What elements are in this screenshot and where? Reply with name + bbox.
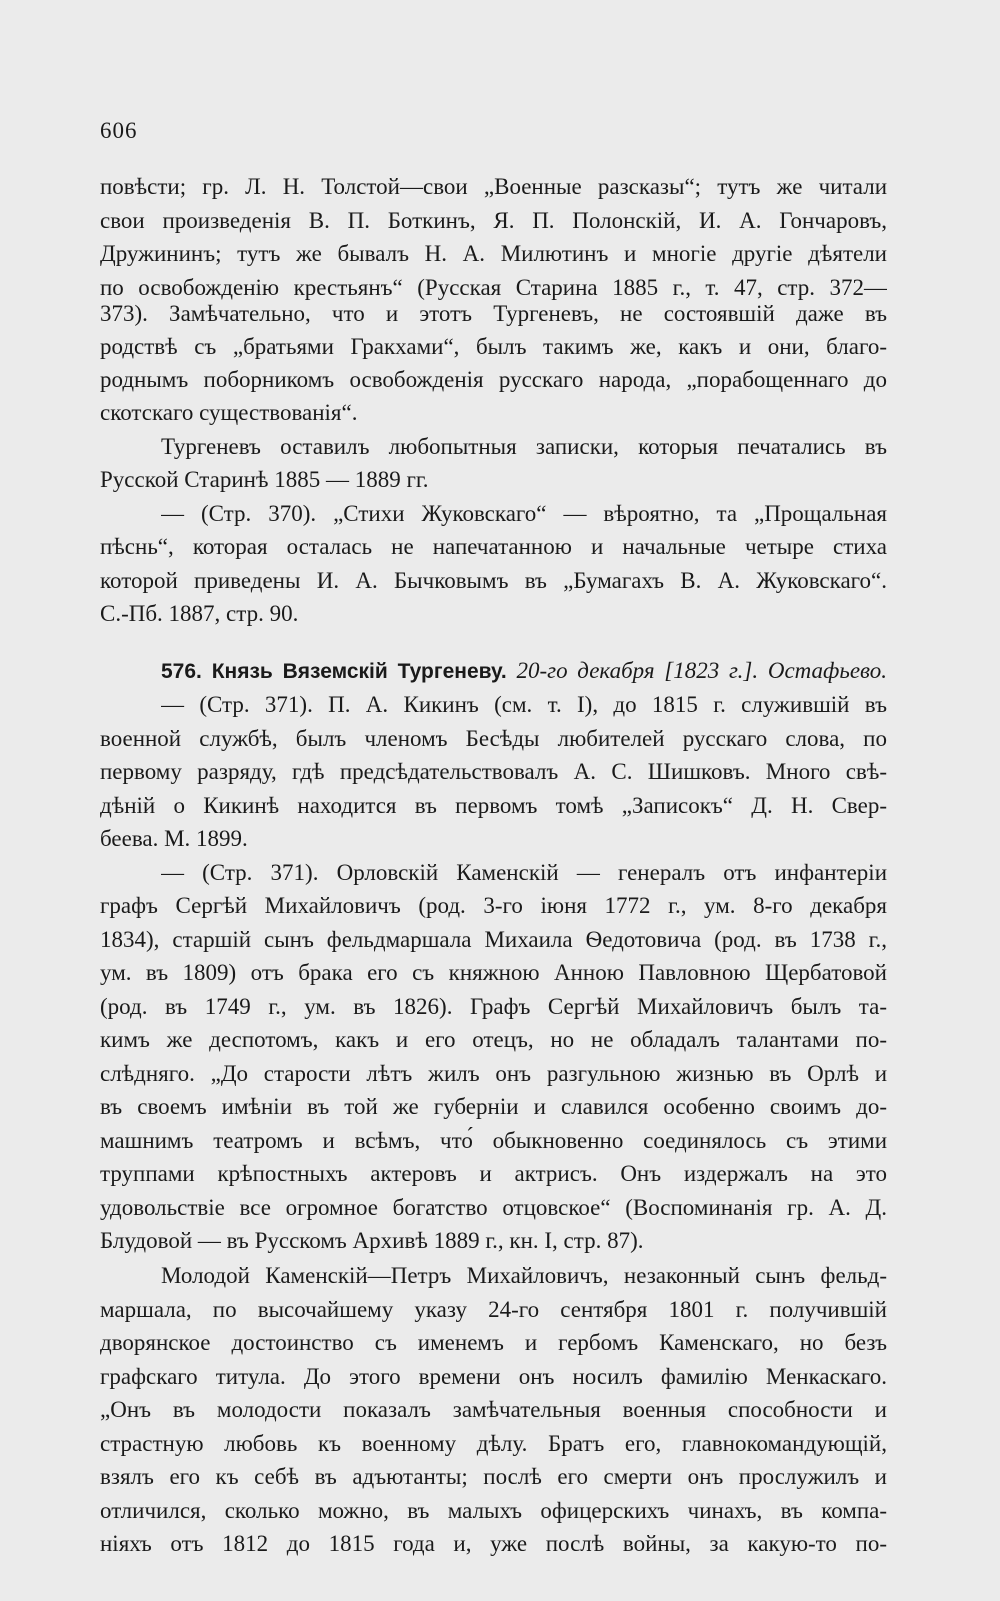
text-line: графъ Сергѣй Михайловичъ (род. 3-го іюня 1772 г., ум. 8-го декабря <box>100 893 887 918</box>
text-line: свои произведенія В. П. Боткинъ, Я. П. Полонскій, И. А. Гончаровъ, <box>100 208 887 233</box>
text-line: Дружининъ; тутъ же бывалъ Н. А. Милютинъ и многіе другіе дѣятели <box>100 241 887 266</box>
text-line: родствѣ съ „братьями Гракхами“, былъ такимъ же, какъ и они, благо- <box>100 334 887 359</box>
text-line: (род. въ 1749 г., ум. въ 1826). Графъ Сергѣй Михайловичъ былъ та- <box>100 994 887 1019</box>
text-line: первому разряду, гдѣ предсѣдательствовалъ А. С. Шишковъ. Много свѣ- <box>100 759 887 784</box>
letter-date-place: 20-го декабря [1823 г.]. Остафьево. <box>516 658 887 683</box>
text-line: отличился, сколько можно, въ малыхъ офицерскихъ чинахъ, въ компа- <box>100 1498 887 1523</box>
page-number: 606 <box>100 118 138 143</box>
text-line: графскаго титула. До этого времени онъ носилъ фамилію Менкаскаго. <box>100 1364 887 1389</box>
text-line: маршала, по высочайшему указу 24-го сентября 1801 г. получившій <box>100 1297 887 1322</box>
letter-heading <box>161 654 887 688</box>
text-line: по освобожденію крестьянъ“ (Русская Старина 1885 г., т. 47, стр. 372— <box>100 275 887 300</box>
text-line: „Онъ въ молодости показалъ замѣчательныя военныя способности и <box>100 1397 887 1422</box>
text-line: машнимъ театромъ и всѣмъ, что́ обыкновенно соединялось съ этими <box>100 1128 887 1153</box>
text-line: кимъ же деспотомъ, какъ и его отецъ, но не обладалъ талантами по- <box>100 1027 887 1052</box>
text-line: военной службѣ, былъ членомъ Бесѣды любителей русскаго слова, по <box>100 726 887 751</box>
text-line: ум. въ 1809) отъ брака его съ княжною Анною Павловною Щербатовой <box>100 960 887 985</box>
text-line: взялъ его къ себѣ въ адъютанты; послѣ его смерти онъ прослужилъ и <box>100 1464 887 1489</box>
text-line: страстную любовь къ военному дѣлу. Братъ его, главнокомандующій, <box>100 1431 887 1456</box>
text-line: которой приведены И. А. Бычковымъ въ „Бумагахъ В. А. Жуковскаго“. <box>100 568 887 593</box>
text-line: С.-Пб. 1887, стр. 90. <box>100 601 299 626</box>
text-line: пѣснь“, которая осталась не напечатанною и начальные четыре стиха <box>100 534 887 559</box>
text-line: беева. М. 1899. <box>100 826 248 851</box>
text-line: Тургеневъ оставилъ любопытныя записки, которыя печатались въ <box>161 434 887 459</box>
text-line: удовольствіе все огромное богатство отцовское“ (Воспоминанія гр. А. Д. <box>100 1195 887 1220</box>
text-line: скотскаго существованія“. <box>100 400 358 425</box>
text-line: дѣній о Кикинѣ находится въ первомъ томѣ „Записокъ“ Д. Н. Свер- <box>100 793 887 818</box>
text-line: Блудовой — въ Русскомъ Архивѣ 1889 г., кн. I, стр. 87). <box>100 1228 644 1253</box>
letter-title: 576. Князь Вяземскій Тургеневу. <box>161 660 507 683</box>
text-line: — (Стр. 371). П. А. Кикинъ (см. т. I), до 1815 г. служившій въ <box>161 692 887 717</box>
text-line: Русской Старинѣ 1885 — 1889 гг. <box>100 467 429 492</box>
text-line: 1834), старшій сынъ фельдмаршала Михаила Ѳедотовича (род. въ 1738 г., <box>100 927 887 952</box>
text-line: труппами крѣпостныхъ актеровъ и актрисъ. Онъ издержалъ на это <box>100 1161 887 1186</box>
text-line: Молодой Каменскій—Петръ Михайловичъ, незаконный сынъ фельд- <box>161 1263 887 1288</box>
text-line: — (Стр. 371). Орловскій Каменскій — генералъ отъ инфантеріи <box>161 860 887 885</box>
text-line: роднымъ поборникомъ освобожденія русскаго народа, „порабощеннаго до <box>100 367 887 392</box>
text-line: повѣсти; гр. Л. Н. Толстой—свои „Военные разсказы“; тутъ же читали <box>100 174 887 199</box>
text-line: слѣдняго. „До старости лѣтъ жилъ онъ разгульною жизнью въ Орлѣ и <box>100 1061 887 1086</box>
text-line: — (Стр. 370). „Стихи Жуковскаго“ — вѣроятно, та „Прощальная <box>161 501 887 526</box>
text-line: въ своемъ имѣніи въ той же губерніи и славился особенно своимъ до- <box>100 1094 887 1119</box>
text-line: 373). Замѣчательно, что и этотъ Тургеневъ, не состоявшій даже въ <box>100 301 887 326</box>
text-line: ніяхъ отъ 1812 до 1815 года и, уже послѣ войны, за какую-то по- <box>100 1531 887 1556</box>
text-line: дворянское достоинство съ именемъ и гербомъ Каменскаго, но безъ <box>100 1330 887 1355</box>
